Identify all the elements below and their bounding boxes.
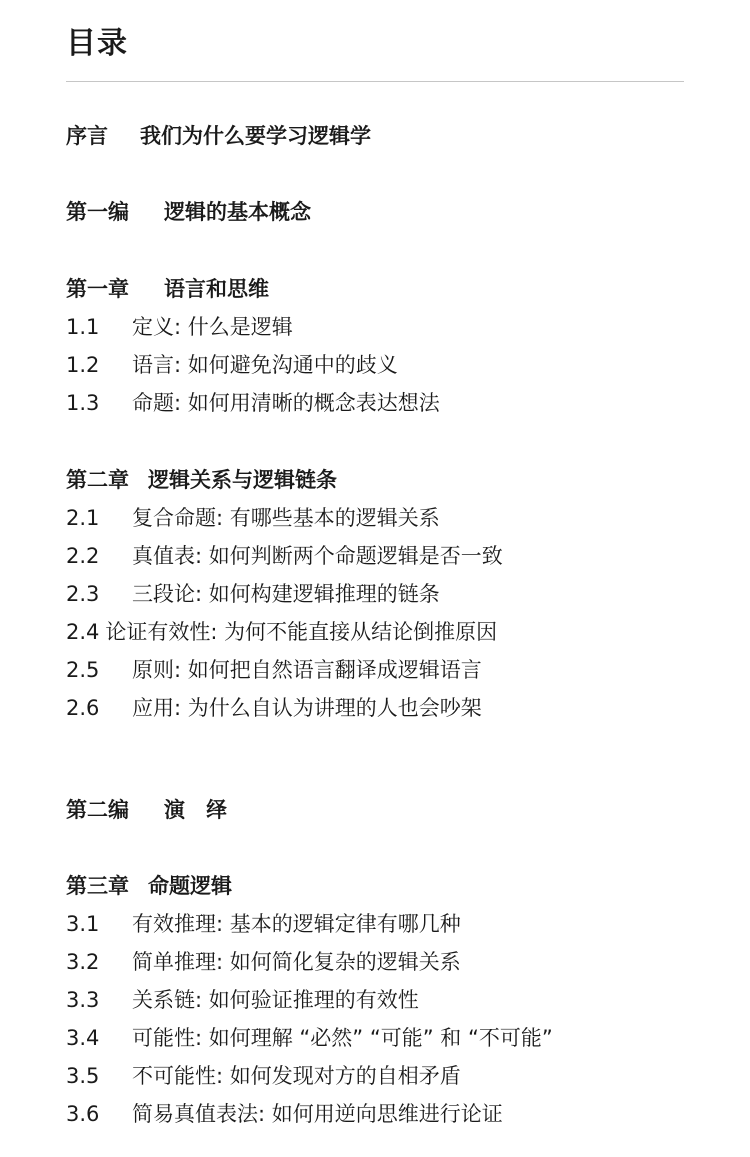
toc-part-2[interactable] (66, 795, 227, 825)
item-title: 应用: 为什么自认为讲理的人也会吵架 (132, 696, 482, 720)
toc-item-3-5[interactable] (66, 1061, 461, 1091)
toc-item-2-3[interactable] (66, 579, 440, 609)
toc-part-1[interactable] (66, 197, 311, 227)
title-divider (66, 81, 684, 82)
toc-item-2-1[interactable] (66, 503, 440, 533)
item-title: 命题: 如何用清晰的概念表达想法 (132, 391, 440, 415)
item-title: 不可能性: 如何发现对方的自相矛盾 (132, 1064, 461, 1088)
item-title: 可能性: 如何理解 “必然” “可能” 和 “不可能” (132, 1026, 553, 1050)
item-number: 3.3 (66, 988, 100, 1012)
toc-preface[interactable] (66, 121, 371, 151)
item-number: 3.2 (66, 950, 100, 974)
item-number: 3.1 (66, 912, 100, 936)
chapter-1-title: 语言和思维 (164, 277, 269, 301)
item-title: 关系链: 如何验证推理的有效性 (132, 988, 419, 1012)
preface-label: 序言 (66, 124, 108, 148)
item-number: 2.3 (66, 582, 100, 606)
toc-item-1-3[interactable] (66, 388, 440, 418)
toc-chapter-2[interactable] (66, 465, 337, 495)
toc-item-3-6[interactable] (66, 1099, 503, 1129)
item-number: 2.6 (66, 696, 100, 720)
item-number: 1.2 (66, 353, 100, 377)
part-2-title: 演 绎 (164, 798, 227, 822)
chapter-3-label: 第三章 (66, 874, 129, 898)
toc-item-2-5[interactable] (66, 655, 482, 685)
toc-item-3-1[interactable] (66, 909, 461, 939)
toc-item-3-3[interactable] (66, 985, 419, 1015)
chapter-2-title: 逻辑关系与逻辑链条 (148, 468, 337, 492)
toc-item-3-4[interactable] (66, 1023, 553, 1053)
part-1-label: 第一编 (66, 200, 129, 224)
item-title: 真值表: 如何判断两个命题逻辑是否一致 (132, 544, 503, 568)
part-1-title: 逻辑的基本概念 (164, 200, 311, 224)
chapter-3-title: 命题逻辑 (148, 874, 232, 898)
toc-item-1-1[interactable] (66, 312, 293, 342)
toc-item-2-2[interactable] (66, 541, 503, 571)
toc-item-3-2[interactable] (66, 947, 461, 977)
item-number: 2.2 (66, 544, 100, 568)
toc-chapter-3[interactable] (66, 871, 232, 901)
chapter-1-label: 第一章 (66, 277, 129, 301)
item-number: 2.4 (66, 620, 100, 644)
item-title: 有效推理: 基本的逻辑定律有哪几种 (132, 912, 461, 936)
item-title: 简单推理: 如何简化复杂的逻辑关系 (132, 950, 461, 974)
item-title: 语言: 如何避免沟通中的歧义 (132, 353, 398, 377)
chapter-2-label: 第二章 (66, 468, 129, 492)
toc-item-2-6[interactable] (66, 693, 482, 723)
item-title: 复合命题: 有哪些基本的逻辑关系 (132, 506, 440, 530)
item-number: 1.3 (66, 391, 100, 415)
item-title: 论证有效性: 为何不能直接从结论倒推原因 (105, 620, 498, 644)
page-title: 目录 (66, 26, 128, 61)
part-2-label: 第二编 (66, 798, 129, 822)
item-number: 3.5 (66, 1064, 100, 1088)
item-number: 3.6 (66, 1102, 100, 1126)
item-title: 三段论: 如何构建逻辑推理的链条 (132, 582, 440, 606)
toc-item-2-4[interactable] (66, 617, 497, 647)
item-title: 原则: 如何把自然语言翻译成逻辑语言 (132, 658, 482, 682)
item-number: 2.5 (66, 658, 100, 682)
item-title: 简易真值表法: 如何用逆向思维进行论证 (132, 1102, 503, 1126)
item-title: 定义: 什么是逻辑 (132, 315, 293, 339)
item-number: 2.1 (66, 506, 100, 530)
toc-chapter-1[interactable] (66, 274, 269, 304)
preface-title: 我们为什么要学习逻辑学 (140, 124, 371, 148)
item-number: 3.4 (66, 1026, 100, 1050)
toc-item-1-2[interactable] (66, 350, 398, 380)
item-number: 1.1 (66, 315, 100, 339)
